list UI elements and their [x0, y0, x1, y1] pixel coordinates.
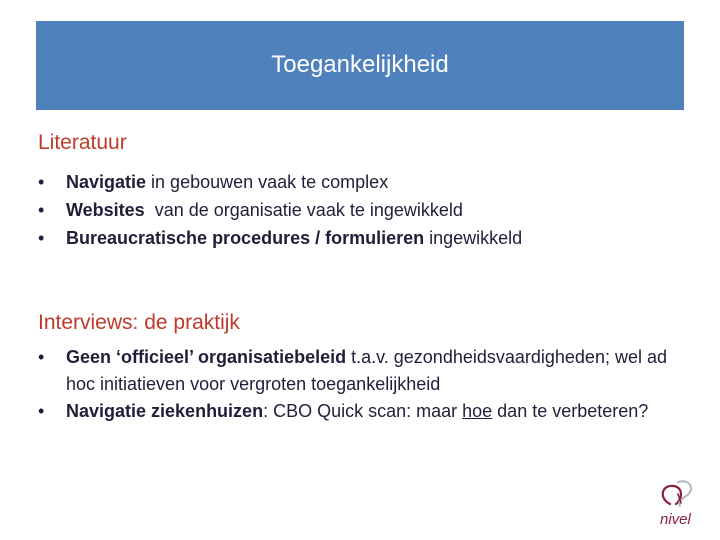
- logo-text: nivel: [660, 511, 691, 528]
- item-text: ingewikkeld: [424, 228, 523, 248]
- item-bold-text: Websites: [66, 200, 145, 220]
- item-text: : CBO Quick scan: maar: [263, 401, 463, 421]
- item-text: van de organisatie vaak te ingewikkeld: [144, 200, 463, 220]
- slide-title: Toegankelijkheid: [271, 50, 449, 78]
- list-item: [36, 196, 676, 224]
- bullet-icon: •: [38, 401, 45, 421]
- item-bold-text: Geen ‘officieel’ organisatiebeleid: [66, 347, 347, 367]
- bullet-icon: •: [38, 172, 45, 192]
- section-heading-interviews: Interviews: de praktijk: [38, 311, 240, 334]
- item-bold-text: Navigatie ziekenhuizen: [66, 401, 264, 421]
- list-item: [36, 224, 676, 252]
- item-bold-text: Bureaucratische procedures / formulieren: [66, 228, 425, 248]
- item-text: t.a.v. gezondheidsvaardigheden; wel ad hoc initiatieven voor vergroten toegankelijkheid: [66, 347, 667, 394]
- item-text: in gebouwen vaak te complex: [146, 172, 389, 192]
- literatuur-list: [36, 168, 676, 252]
- title-banner: [36, 21, 684, 110]
- item-text: dan te verbeteren?: [492, 401, 649, 421]
- list-item: [36, 398, 676, 425]
- list-item: [36, 168, 676, 196]
- bullet-icon: •: [38, 228, 45, 248]
- nivel-logo: [648, 476, 710, 530]
- interviews-list: [36, 344, 676, 425]
- section-heading-literatuur: Literatuur: [38, 131, 127, 154]
- list-item: [36, 344, 676, 398]
- bullet-icon: •: [38, 347, 45, 367]
- bullet-icon: •: [38, 200, 45, 220]
- nivel-logo-icon: [648, 476, 710, 530]
- item-bold-text: Navigatie: [66, 172, 147, 192]
- underlined-word: hoe: [462, 401, 493, 421]
